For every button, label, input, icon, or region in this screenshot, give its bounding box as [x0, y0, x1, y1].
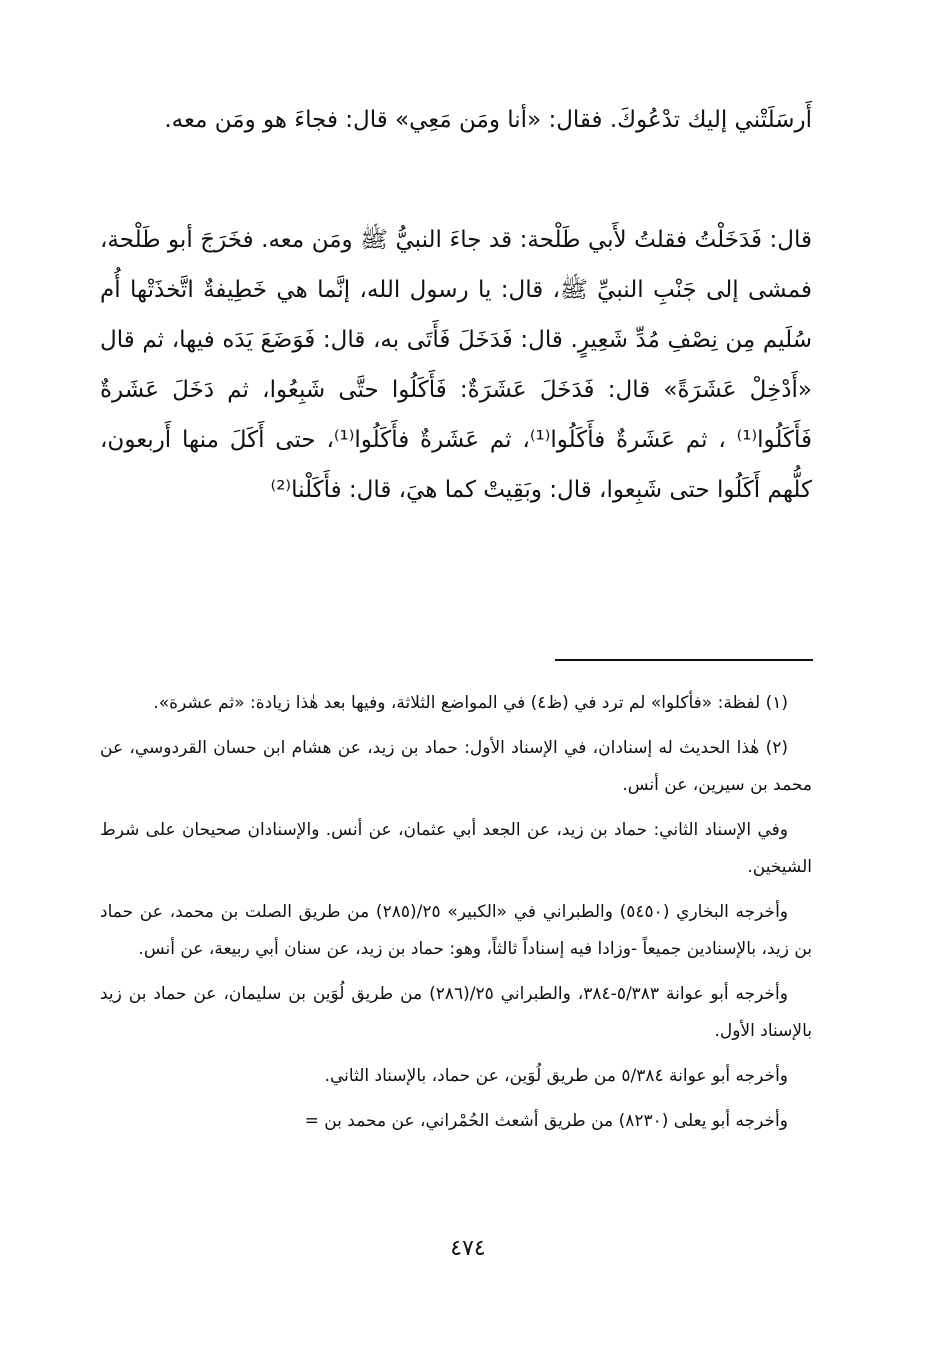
main-text-paragraph-1: أَرسَلَتْني إليك تدْعُوكَ. فقال: «أنا ومَن مَعِي» قال: فجاءَ هو ومَن معه.	[164, 107, 812, 133]
footnote-2-continuation: وأخرجه البخاري (٥٤٥٠) والطبراني في «الكبير» ٢٥/(٢٨٥) من طريق الصلت بن محمد، عن حماد بن زيد، بالإسنادين جميعاً -وزادا فيه إسناداً ثالثاً، وهو: حماد بن زيد، عن سنان أبي ربيعة، عن أنس.	[100, 902, 812, 959]
footnote-separator	[555, 659, 813, 661]
footnote-2: (٢) هٰذا الحديث له إسنادان، في الإسناد الأول: حماد بن زيد، عن هشام ابن حسان القردوسي، عن محمد بن سيرين، عن أنس.	[100, 738, 812, 795]
footnote-2-continuation: وأخرجه أبو عوانة ٥/٣٨٣-٣٨٤، والطبراني ٢٥/(٢٨٦) من طريق لُوَين بن سليمان، عن حماد بن زيد بالإسناد الأول.	[100, 984, 812, 1041]
footnote-2-continuation: وأخرجه أبو عوانة ٥/٣٨٤ من طريق لُوَين، عن حماد، بالإسناد الثاني.	[324, 1066, 788, 1086]
footnote-1: (١) لفظة: «فأكلوا» لم ترد في (ظ٤) في المواضع الثلاثة، وفيها بعد هٰذا زيادة: «ثم عشرة».	[153, 693, 788, 713]
page-number: ٤٧٤	[450, 1236, 486, 1261]
footnote-2-continuation: وأخرجه أبو يعلى (٨٢٣٠) من طريق أشعث الحُمْراني، عن محمد بن =	[304, 1111, 788, 1131]
main-text-paragraph-2: قال: فَدَخَلْتُ فقلتُ لأَبي طَلْحة: قد جاءَ النبيُّ ﷺ ومَن معه. فخَرَجَ أبو طَلْحة، فمشى إلى جَنْبِ النبيِّ ﷺ، قال: يا رسول الله، إنَّما هي خَطِيفةٌ اتَّخذَتْها أُم سُلَيم مِن نِصْفِ مُدِّ شَعِيرٍ. قال: فَدَخَلَ فَأَتَى به، قال: فَوَضَعَ يَدَه فيها، ثم قال «أَدْخِلْ عَشَرَةً» قال: فَدَخَلَ عَشَرَةٌ: فَأَكَلُوا حتَّى شَبِعُوا، ثم دَخَلَ عَشَرةٌ فَأَكَلُوا⁽¹⁾ ، ثم عَشَرةٌ فأَكَلُوا⁽¹⁾، ثم عَشَرةٌ فأَكَلُوا⁽¹⁾، حتى أَكَلَ منها أَربعون، كلُّهم أَكَلُوا حتى شَبِعوا، قال: وبَقِيتْ كما هيَ، قال: فأَكَلْنا⁽²⁾	[100, 227, 812, 503]
footnotes	[100, 685, 812, 1148]
footnote-2-continuation: وفي الإسناد الثاني: حماد بن زيد، عن الجعد أبي عثمان، عن أنس. والإسنادان صحيحان على شرط الشيخين.	[100, 820, 812, 877]
